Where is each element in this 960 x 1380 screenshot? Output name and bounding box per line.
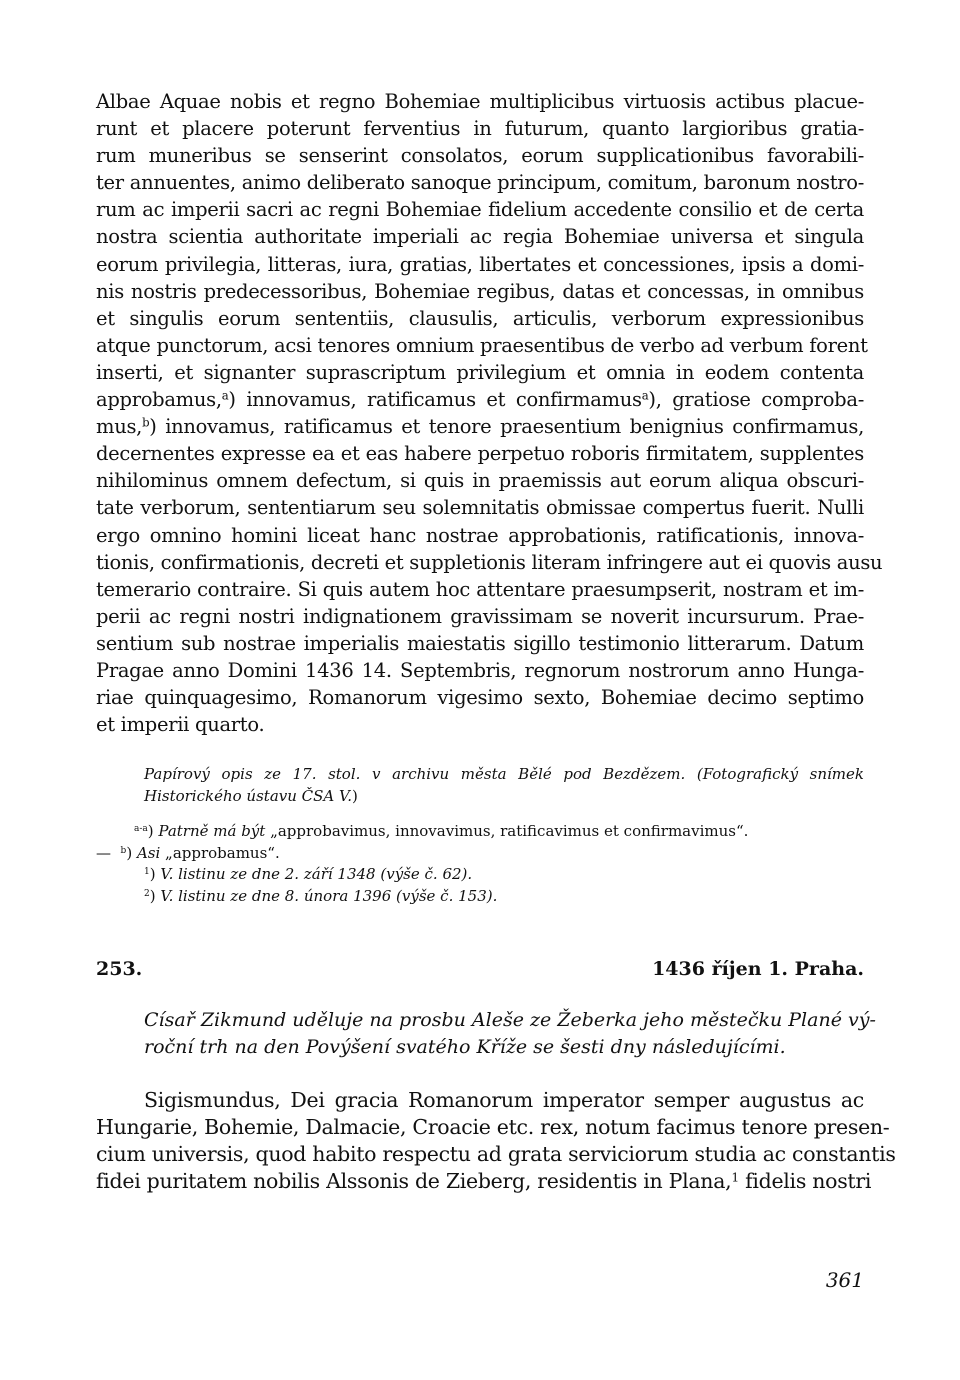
text-line: cium universis, quod habito respectu ad grata serviciorum studia ac constantis (96, 1142, 896, 1167)
text-line: tate verborum, sententiarum seu solemnitatis obmissae compertus fuerit. Nulli (96, 496, 864, 520)
footnote-mark: a (641, 388, 649, 403)
footnote: $^1$) V. listinu ze dne 2. září 1348 (výše č. 62). (144, 865, 473, 884)
footnote-mark: b (142, 415, 150, 430)
footnote-mark: 1 (144, 867, 150, 878)
text-fragment: mus, (96, 415, 143, 439)
text-line: nostra scientia authoritate imperiali ac regia Bohemiae universa et singula (96, 225, 864, 249)
text-line: atque punctorum, acsi tenores omnium praesentibus de verbo ad verbum forent (96, 333, 868, 357)
summary-line: Císař Zikmund uděluje na prosbu Aleše ze Žeberka jeho městečku Plané vý- (144, 1009, 876, 1032)
text-line: riae quinquagesimo, Romanorum vigesimo sexto, Bohemiae decimo septimo (96, 686, 864, 710)
source-note-line (144, 786, 864, 808)
text-line: rum muneribus se senserint consolatos, eorum supplicationibus favorabili- (96, 144, 864, 168)
text-line (96, 386, 864, 413)
entry-summary (96, 1007, 876, 1061)
text-line: runt et placere poterunt ferventius in futurum, quanto largioribus gratia- (96, 117, 864, 141)
text-fragment: fidelis nostri (738, 1169, 872, 1194)
summary-line: roční trh na den Povýšení svatého Kříže se šesti dny následujícími. (144, 1036, 786, 1059)
text-line: nis nostris predecessoribus, Bohemiae regibus, datas et concessas, in omnibus (96, 279, 864, 303)
text-line: ter annuentes, animo deliberato sanoque principum, comitum, baronum nostro- (96, 171, 864, 195)
source-note (96, 764, 864, 807)
text-line: ergo omnino homini liceat hanc nostrae approbationis, ratificationis, innova- (96, 523, 864, 547)
footnote-dash: — (96, 843, 111, 862)
text-fragment: ), gratiose comproba- (648, 388, 864, 412)
source-note-line: Papírový opis ze 17. stol. v archivu města Bělé pod Bezdězem. (Fotografický snímek (144, 765, 864, 784)
text-fragment: ) innovamus, ratificamus et confirmamus (228, 388, 642, 412)
footnote-mark: 2 (144, 888, 150, 899)
charter-text (96, 1087, 896, 1195)
entry-number: 253. (96, 958, 143, 981)
footnotes (96, 821, 864, 907)
page-number: 361 (825, 1268, 864, 1292)
source-note-text: Historického ústavu ČSA V. (144, 786, 352, 805)
footnote-text: „approbavimus, innovavimus, ratificavimus et confirmavimus“. (270, 822, 749, 841)
text-line: temerario contraire. Si quis autem hoc attentare praesumpserit, nostram et im- (96, 577, 864, 601)
text-line: nihilominus omnem defectum, si quis in praemissis aut eorum aliqua obscuri- (96, 469, 864, 493)
text-line: et imperii quarto. (96, 713, 265, 737)
text-fragment: approbamus, (96, 388, 222, 412)
text-line: Sigismundus, Dei gracia Romanorum imperator semper augustus ac (144, 1088, 864, 1113)
text-line: decernentes expresse ea et eas habere perpetuo roboris firmitatem, supplentes (96, 442, 864, 466)
text-line: sentium sub nostrae imperialis maiestatis sigillo testimonio litterarum. Datum (96, 631, 864, 655)
entry-date-place: 1436 říjen 1. Praha. (652, 958, 864, 981)
text-line: tionis, confirmationis, decreti et suppletionis literam infringere aut ei quovis ausu (96, 550, 883, 574)
footnote-intro: Asi (136, 843, 161, 862)
text-line: Albae Aquae nobis et regno Bohemiae multiplicibus virtuosis actibus placue- (96, 90, 864, 113)
footnote-mark: a (221, 388, 229, 403)
footnote-mark: 1 (731, 1170, 739, 1185)
text-line (96, 1168, 872, 1195)
footnote-mark: b (120, 845, 127, 856)
footnote-mark: a-a (134, 824, 148, 835)
footnote: $^2$) V. listinu ze dne 8. února 1396 (výše č. 153). (144, 886, 498, 905)
source-note-text: ) (352, 786, 358, 805)
text-line: inserti, et signanter suprascriptum privilegium et omnia in eodem contenta (96, 360, 864, 384)
footnote-intro: Patrně má být (158, 822, 266, 841)
text-line (96, 413, 864, 440)
page-content (96, 88, 896, 1195)
text-line: et singulis eorum sententiis, clausulis, articulis, verborum expressionibus (96, 306, 864, 330)
footnote: $^{a-a}$) Patrně má být „approbavimus, innovavimus, ratificavimus et confirmavimus“. (134, 822, 749, 841)
footnote-text: „approbamus“. (165, 843, 280, 862)
charter-text-continued (96, 88, 883, 738)
text-line: Pragae anno Domini 1436 14. Septembris, regnorum nostrorum anno Hunga- (96, 658, 864, 682)
text-line: perii ac regni nostri indignationem gravissimam se noverit incursurum. Prae- (96, 604, 864, 628)
footnote-text: V. listinu ze dne 2. září 1348 (výše č. 62). (160, 865, 473, 884)
text-line: eorum privilegia, litteras, iura, gratias, libertates et concessiones, ipsis a domi- (96, 252, 864, 276)
text-fragment: fidei puritatem nobilis Alssonis de Zieberg, residentis in Plana, (96, 1169, 732, 1194)
footnote: — $^b$) Asi „approbamus“. (96, 843, 280, 862)
text-line: rum ac imperii sacri ac regni Bohemiae fidelium accedente consilio et de certa (96, 198, 864, 222)
footnote-text: V. listinu ze dne 8. února 1396 (výše č. 153). (160, 886, 498, 905)
text-fragment: ) innovamus, ratificamus et tenore praesentium benignius confirmamus, (149, 415, 864, 439)
text-line: Hungarie, Bohemie, Dalmacie, Croacie etc. rex, notum facimus tenore presen- (96, 1115, 890, 1140)
entry-header (96, 957, 864, 981)
